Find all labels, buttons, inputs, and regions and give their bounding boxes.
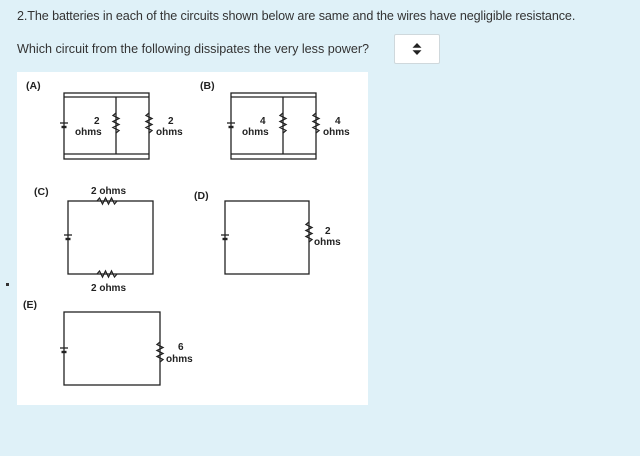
resistor-a1-value: 2 bbox=[94, 116, 100, 127]
question-prompt: Which circuit from the following dissipates the very less power? bbox=[17, 42, 370, 56]
circuit-c bbox=[64, 186, 153, 294]
resistor-d1-value: 2 bbox=[325, 226, 331, 237]
resistor-a2-value: 2 bbox=[168, 116, 174, 127]
resistor-a1-unit: ohms bbox=[75, 127, 102, 138]
circuit-e bbox=[60, 312, 193, 385]
margin-mark bbox=[6, 283, 9, 286]
resistor-b1-value: 4 bbox=[260, 116, 266, 127]
resistor-c2-value: 2 ohms bbox=[91, 283, 127, 294]
resistor-b1-unit: ohms bbox=[242, 127, 269, 138]
sort-arrows-icon bbox=[412, 43, 422, 55]
answer-dropdown[interactable] bbox=[394, 34, 440, 64]
circuit-c-label: (C) bbox=[34, 186, 49, 198]
resistor-c1-value: 2 ohms bbox=[91, 186, 127, 197]
circuit-e-label: (E) bbox=[23, 299, 37, 311]
circuit-a-label: (A) bbox=[26, 80, 41, 92]
question-text: 2.The batteries in each of the circuits shown below are same and the wires have negligible resistance. bbox=[17, 9, 576, 23]
circuit-d-label: (D) bbox=[194, 190, 209, 202]
circuit-d bbox=[221, 201, 341, 274]
circuit-diagrams bbox=[17, 72, 368, 405]
resistor-a2-unit: ohms bbox=[156, 127, 183, 138]
resistor-d1-unit: ohms bbox=[314, 237, 341, 248]
resistor-e1-unit: ohms bbox=[166, 354, 193, 365]
circuit-b bbox=[227, 93, 350, 159]
circuit-b-label: (B) bbox=[200, 80, 215, 92]
circuit-a bbox=[60, 93, 183, 159]
resistor-b2-unit: ohms bbox=[323, 127, 350, 138]
resistor-e1-value: 6 bbox=[178, 342, 184, 353]
circuit-figure bbox=[17, 72, 368, 405]
resistor-b2-value: 4 bbox=[335, 116, 341, 127]
